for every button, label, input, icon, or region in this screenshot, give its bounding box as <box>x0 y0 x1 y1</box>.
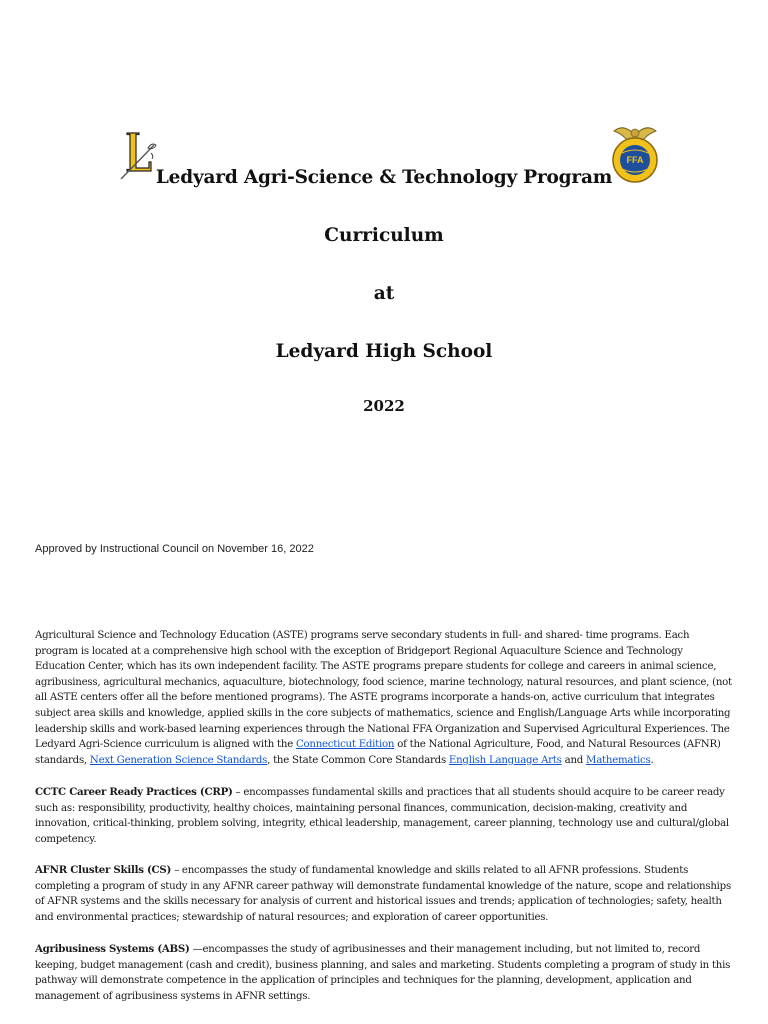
crp-paragraph <box>35 785 735 847</box>
intro-text-mid3: and <box>561 754 587 766</box>
cs-heading: AFNR Cluster Skills (CS) <box>35 864 172 876</box>
mathematics-link[interactable]: Mathematics <box>586 754 651 766</box>
abs-heading: Agribusiness Systems (ABS) <box>35 943 190 955</box>
abs-paragraph <box>35 942 735 1004</box>
crp-text: – encompasses fundamental skills and practices that all students should acquire to be career ready such as: responsibility, productivity, healthy choices, maintaining personal finances, communication, decision-making, creativity and innovation, critical-thinking, problem solving, integrity, ethical leadership, management, career planning, technology use and cultural/global competency. <box>35 787 729 845</box>
school-heading: Ledyard High School <box>275 341 493 362</box>
cs-paragraph <box>35 863 735 925</box>
intro-paragraph <box>35 628 735 768</box>
intro-text-mid1: of the National Agriculture, Food, and Natural Resources (AFNR) standards, <box>35 739 721 766</box>
english-language-arts-link[interactable]: English Language Arts <box>448 754 562 766</box>
cs-text: – encompasses the study of fundamental knowledge and skills related to all AFNR professions. Students completing a program of study in any AFNR career pathway will demonstrate fundamental knowledge of the nature, scope and relationships of AFNR systems and the skills necessary for analysis of current and historical issues and trends; application of technologies; safety, health and environmental practices; stewardship of natural resources; and exploration of career opportunities. <box>35 865 731 923</box>
curriculum-heading: Curriculum <box>324 225 444 246</box>
next-generation-science-standards-link[interactable]: Next Generation Science Standards <box>89 754 268 766</box>
at-heading: at <box>373 283 395 304</box>
intro-text-before: Agricultural Science and Technology Education (ASTE) programs serve secondary students in full- and shared- time programs. Each program is located at a comprehensive high school with the exception of Bridgeport Regional Aquaculture Science and Technology Education Center, which has its own independent facility. The ASTE programs prepare students for college and careers in animal science, agribusiness, agricultural mechanics, aquaculture, biotechnology, food science, marine technology, natural resources, and plant science, (not all ASTE centers offer all the before mentioned programs). The ASTE programs incorporate a hands-on, active curriculum that integrates subject area skills and knowledge, applied skills in the core subjects of mathematics, science and English/Language Arts while incorporating leadership skills and work-based learning experiences through the National FFA Organization and Supervised Agricultural Experiences. The Ledyard Agri-Science curriculum is aligned with the <box>35 630 732 751</box>
ffa-emblem-text: FFA <box>626 155 644 165</box>
abs-text: —encompasses the study of agribusinesses and their management including, but not limited to, record keeping, budget management (cash and credit), business planning, and sales and marketing. Students completing a program of study in this pathway will demonstrate competence in the application of principles and techniques for the planning, development, application and management of agribusiness systems in AFNR settings. <box>35 944 731 1002</box>
year-heading: 2022 <box>363 397 405 415</box>
connecticut-edition-link[interactable]: Connecticut Edition <box>295 739 395 751</box>
crp-heading: CCTC Career Ready Practices (CRP) <box>35 786 233 798</box>
approval-note: Approved by Instructional Council on November 16, 2022 <box>35 543 314 555</box>
intro-text-end: . <box>650 754 654 766</box>
intro-text-mid2: , the State Common Core Standards <box>267 754 449 766</box>
program-title: Ledyard Agri-Science & Technology Program <box>155 167 613 188</box>
